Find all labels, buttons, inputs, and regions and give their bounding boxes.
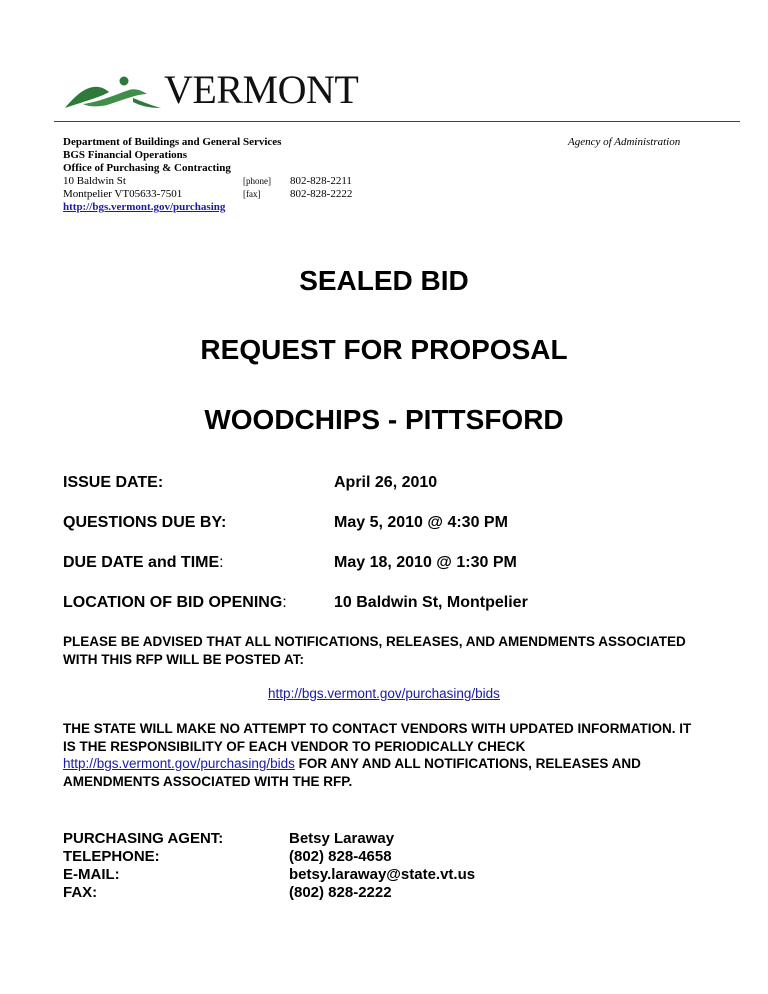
header-divider (54, 121, 740, 122)
contact-row-email (63, 866, 663, 884)
contact-label: FAX: (63, 884, 98, 901)
detail-due-date (63, 553, 743, 572)
contact-label: TELEPHONE: (63, 848, 160, 865)
notice-vendor-responsibility (63, 720, 703, 790)
detail-bid-opening-location (63, 593, 743, 612)
notice-text-before: THE STATE WILL MAKE NO ATTEMPT TO CONTACT VENDORS WITH UPDATED INFORMATION. IT IS THE RESPONSIBILITY OF EACH VENDOR TO PERIODICALLY CHECK (63, 721, 692, 754)
title-project-name: WOODCHIPS - PITTSFORD (204, 404, 564, 435)
fax-number: 802-828-2222 (290, 188, 353, 200)
contact-row-telephone (63, 848, 663, 866)
detail-value: April 26, 2010 (334, 474, 438, 491)
notice-text-after: FOR ANY AND ALL NOTIFICATIONS, RELEASES AND AMENDMENTS ASSOCIATED WITH THE RFP. (63, 756, 641, 789)
office-name: Office of Purchasing & Contracting (63, 162, 231, 174)
detail-value: May 5, 2010 @ 4:30 PM (334, 514, 508, 531)
detail-label: ISSUE DATE: (63, 474, 164, 491)
contact-block (63, 830, 663, 902)
title-request-for-proposal: REQUEST FOR PROPOSAL (200, 334, 568, 365)
contact-value: (802) 828-4658 (289, 848, 392, 865)
detail-suffix: : (282, 594, 287, 611)
detail-suffix: : (219, 554, 224, 571)
phone-label: [phone] (243, 176, 271, 186)
address-line-2 (63, 188, 353, 201)
purchasing-website-link[interactable]: http://bgs.vermont.gov/purchasing (63, 201, 226, 213)
department-name: Department of Buildings and General Services (63, 136, 282, 148)
letterhead (63, 136, 353, 214)
contact-label: E-MAIL: (63, 866, 120, 883)
vermont-logo (63, 67, 359, 112)
contact-row-agent (63, 830, 663, 848)
vermont-wordmark: VERMONT (164, 67, 359, 112)
bids-url-link[interactable]: http://bgs.vermont.gov/purchasing/bids (268, 686, 500, 701)
contact-label: PURCHASING AGENT: (63, 830, 224, 847)
city-state-zip: Montpelier VT05633-7501 (63, 188, 183, 200)
notice-postings: PLEASE BE ADVISED THAT ALL NOTIFICATIONS, RELEASES, AND AMENDMENTS ASSOCIATED WITH THIS RFP WILL BE POSTED AT: (63, 634, 686, 667)
division-name: BGS Financial Operations (63, 149, 188, 161)
detail-label: LOCATION OF BID OPENING (63, 594, 283, 611)
agency-name: Agency of Administration (568, 136, 681, 148)
address-line-1 (63, 175, 352, 188)
detail-issue-date (63, 473, 743, 492)
street-address: 10 Baldwin St (63, 175, 126, 187)
title-sealed-bid: SEALED BID (299, 265, 469, 296)
fax-label: [fax] (243, 189, 261, 199)
contact-row-fax (63, 884, 663, 902)
contact-value: betsy.laraway@state.vt.us (289, 866, 476, 883)
bids-link-row (0, 685, 768, 702)
contact-value: (802) 828-2222 (289, 884, 392, 901)
website-row (63, 201, 281, 214)
detail-label: DUE DATE and TIME (63, 554, 220, 571)
detail-questions-due (63, 513, 743, 532)
bids-url-inline-link[interactable]: http://bgs.vermont.gov/purchasing/bids (63, 756, 295, 771)
detail-value: May 18, 2010 @ 1:30 PM (334, 554, 517, 571)
contact-value: Betsy Laraway (289, 830, 395, 847)
vermont-mountain-logo-icon (63, 72, 163, 112)
phone-number: 802-828-2211 (290, 175, 352, 187)
detail-label: QUESTIONS DUE BY: (63, 514, 227, 531)
detail-value: 10 Baldwin St, Montpelier (334, 594, 528, 611)
